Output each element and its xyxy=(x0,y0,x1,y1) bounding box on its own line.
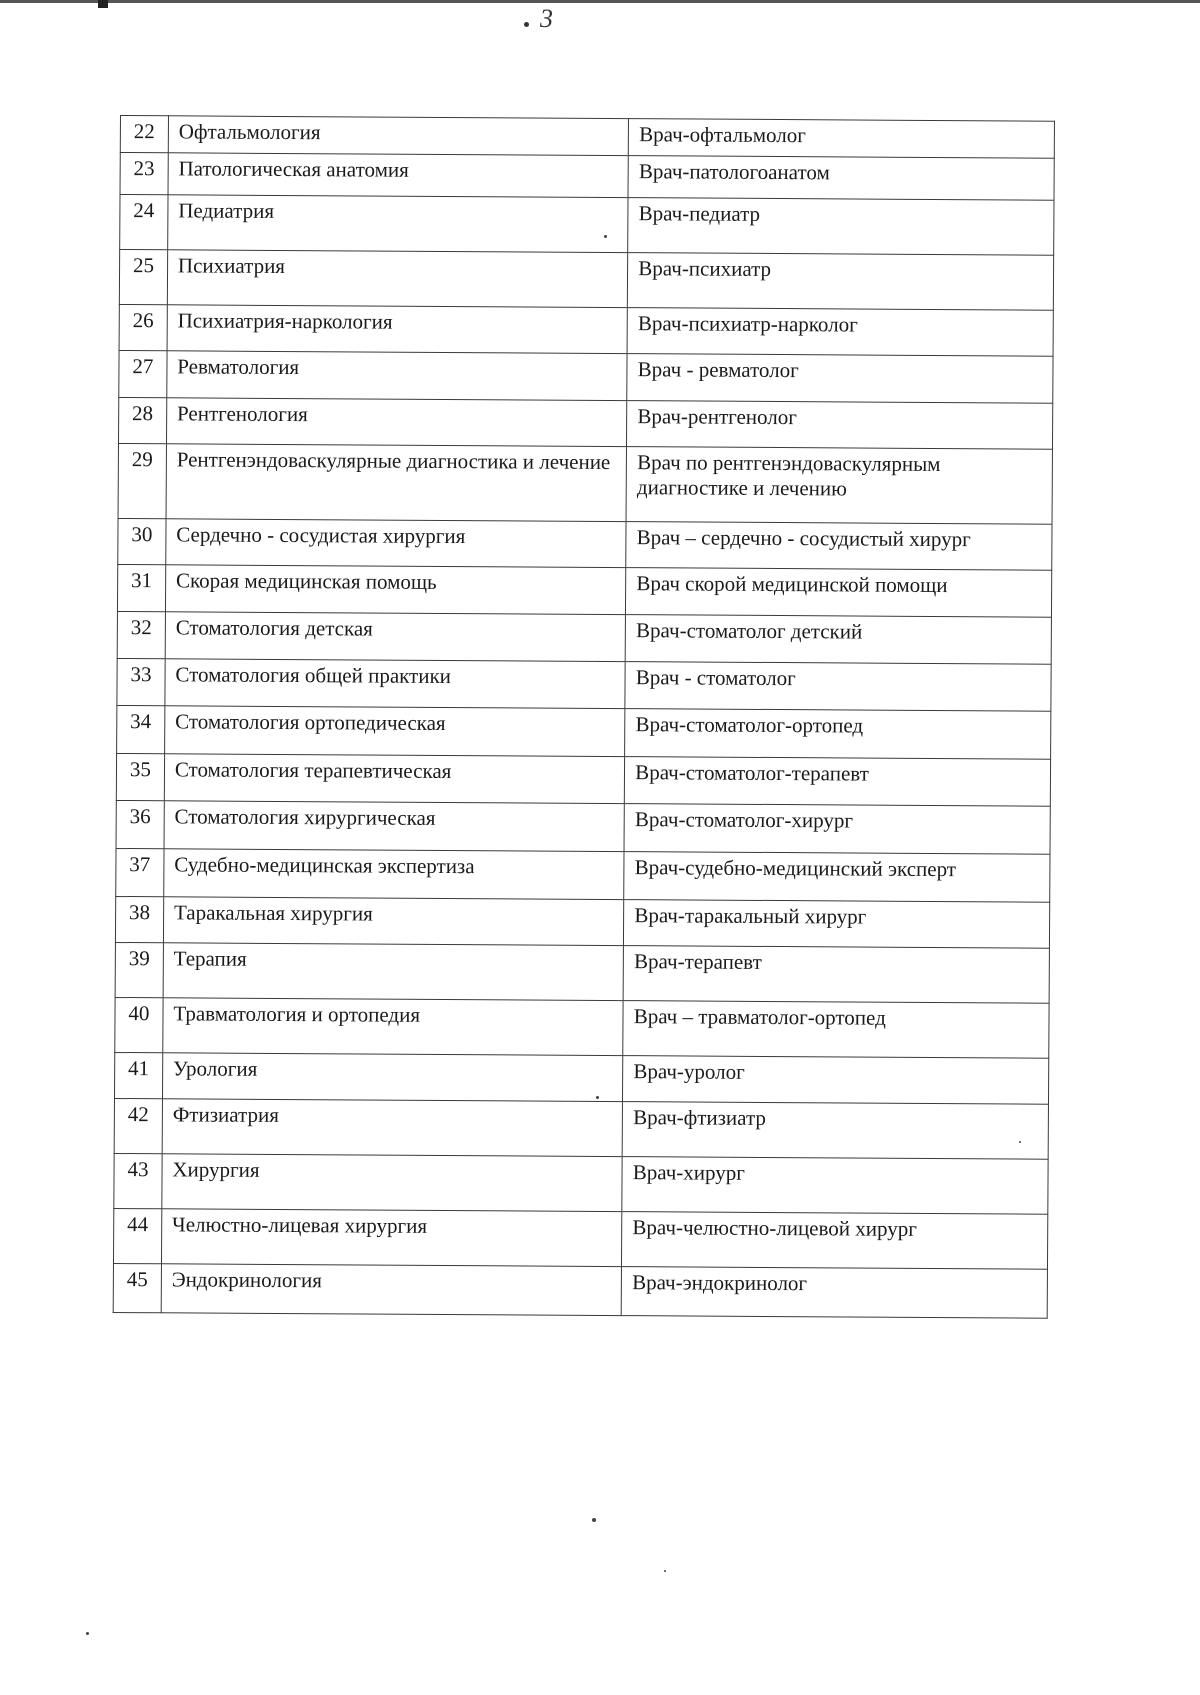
specialty-cell: Судебно-медицинская экспертиза xyxy=(164,849,625,900)
table-row xyxy=(115,896,1049,948)
position-cell: Врач-уролог xyxy=(623,1056,1049,1105)
specialties-table xyxy=(113,115,1055,1319)
row-number: 43 xyxy=(114,1153,162,1208)
scan-speck xyxy=(86,1632,89,1635)
row-number: 44 xyxy=(113,1208,161,1263)
scan-edge xyxy=(0,0,1200,3)
position-cell: Врач скорой медицинской помощи xyxy=(626,568,1052,618)
table-row xyxy=(118,443,1052,524)
table-row xyxy=(120,116,1054,159)
specialty-cell: Скорая медицинская помощь xyxy=(165,565,626,615)
table-body xyxy=(113,116,1054,1319)
table-row xyxy=(115,997,1049,1058)
specialty-cell: Терапия xyxy=(163,943,624,1001)
specialty-cell: Рентгенология xyxy=(166,398,627,447)
table-row xyxy=(114,1052,1048,1104)
specialty-cell: Урология xyxy=(162,1053,623,1102)
specialty-cell: Хирургия xyxy=(162,1154,623,1212)
table-row xyxy=(113,1263,1047,1318)
specialty-cell: Психиатрия xyxy=(167,250,628,308)
specialty-cell: Травматология и ортопедия xyxy=(163,998,624,1056)
scan-speck xyxy=(604,235,607,238)
table-row xyxy=(118,518,1052,570)
row-number: 40 xyxy=(115,997,163,1052)
position-cell: Врач-хирург xyxy=(622,1157,1048,1215)
position-cell: Врач-терапевт xyxy=(623,946,1049,1004)
specialty-cell: Рентгенэндоваскулярные диагностика и лечение xyxy=(166,444,627,522)
position-cell: Врач-эндокринолог xyxy=(621,1267,1047,1319)
row-number: 27 xyxy=(119,350,167,397)
row-number: 22 xyxy=(120,116,168,153)
specialty-cell: Педиатрия xyxy=(168,195,629,253)
position-cell: Врач-педиатр xyxy=(628,198,1054,256)
position-cell: Врач-психиатр xyxy=(628,253,1054,311)
position-cell: Врач-таракальный хирург xyxy=(624,900,1050,949)
table-row xyxy=(117,611,1051,664)
position-cell: Врач - стоматолог xyxy=(625,662,1051,712)
row-number: 26 xyxy=(119,304,167,350)
specialty-cell: Стоматология хирургическая xyxy=(164,801,625,852)
row-number: 36 xyxy=(116,800,164,848)
scan-speck xyxy=(596,1096,599,1099)
table-row xyxy=(117,564,1051,617)
row-number: 29 xyxy=(118,443,166,518)
row-number: 32 xyxy=(117,611,165,658)
specialty-cell: Стоматология ортопедическая xyxy=(164,706,625,757)
row-number: 37 xyxy=(116,848,164,896)
table-row xyxy=(118,397,1052,449)
table-row xyxy=(119,350,1053,403)
table-row xyxy=(116,753,1050,806)
position-cell: Врач-стоматолог-ортопед xyxy=(625,709,1051,760)
table-row xyxy=(114,1153,1048,1214)
row-number: 38 xyxy=(115,896,163,942)
page-number: 3 xyxy=(540,4,553,33)
table-row xyxy=(119,250,1053,311)
row-number: 23 xyxy=(120,153,168,195)
table-row xyxy=(115,942,1049,1003)
row-number: 33 xyxy=(117,658,165,705)
table-row xyxy=(116,800,1050,854)
specialty-cell: Психиатрия-наркология xyxy=(167,305,628,354)
specialty-cell: Стоматология терапевтическая xyxy=(164,754,625,804)
specialty-cell: Стоматология детская xyxy=(165,612,626,662)
row-number: 24 xyxy=(120,195,168,250)
row-number: 35 xyxy=(116,753,164,800)
row-number: 31 xyxy=(117,564,165,611)
position-cell: Врач-стоматолог детский xyxy=(625,615,1051,665)
row-number: 30 xyxy=(118,518,166,564)
specialty-cell: Фтизиатрия xyxy=(162,1099,623,1157)
scan-speck xyxy=(664,1570,666,1572)
table-row xyxy=(120,153,1054,201)
specialty-cell: Челюстно-лицевая хирургия xyxy=(161,1209,622,1267)
position-cell: Врач-судебно-медицинский эксперт xyxy=(624,852,1050,903)
row-number: 45 xyxy=(113,1263,161,1312)
row-number: 25 xyxy=(119,250,167,305)
position-cell: Врач-патологоанатом xyxy=(628,156,1054,201)
table-row xyxy=(120,195,1054,256)
position-cell: Врач-психиатр-нарколог xyxy=(627,308,1053,357)
specialty-cell: Стоматология общей практики xyxy=(165,659,626,709)
position-cell: Врач – сердечно - сосудистый хирург xyxy=(626,522,1052,571)
position-cell: Врач-фтизиатр xyxy=(622,1102,1048,1160)
position-cell: Врач - ревматолог xyxy=(627,354,1053,404)
position-cell: Врач по рентгенэндоваскулярным диагностике и лечению xyxy=(626,447,1052,525)
specialty-cell: Офтальмология xyxy=(168,116,629,156)
row-number: 28 xyxy=(118,397,166,443)
table-row xyxy=(113,1208,1047,1269)
specialty-cell: Таракальная хирургия xyxy=(163,897,624,946)
page-number-dot xyxy=(524,22,529,27)
specialty-cell: Ревматология xyxy=(167,351,628,401)
table-row xyxy=(119,304,1053,356)
row-number: 39 xyxy=(115,942,163,997)
row-number: 34 xyxy=(117,705,165,753)
row-number: 42 xyxy=(114,1098,162,1153)
row-number: 41 xyxy=(114,1052,162,1098)
scan-speck xyxy=(1019,1141,1021,1143)
table-row xyxy=(114,1098,1048,1159)
table-row xyxy=(117,705,1051,759)
specialty-cell: Патологическая анатомия xyxy=(168,153,629,198)
scan-speck xyxy=(592,1518,596,1522)
position-cell: Врач-офтальмолог xyxy=(628,119,1054,159)
position-cell: Врач-стоматолог-хирург xyxy=(624,804,1050,855)
position-cell: Врач-челюстно-лицевой хирург xyxy=(622,1212,1048,1270)
specialty-cell: Эндокринология xyxy=(161,1264,622,1316)
position-cell: Врач – травматолог-ортопед xyxy=(623,1001,1049,1059)
scan-mark xyxy=(98,0,108,8)
position-cell: Врач-рентгенолог xyxy=(627,401,1053,450)
table-row xyxy=(117,658,1051,711)
specialty-cell: Сердечно - сосудистая хирургия xyxy=(166,519,627,568)
table-row xyxy=(116,848,1050,902)
position-cell: Врач-стоматолог-терапевт xyxy=(625,757,1051,807)
